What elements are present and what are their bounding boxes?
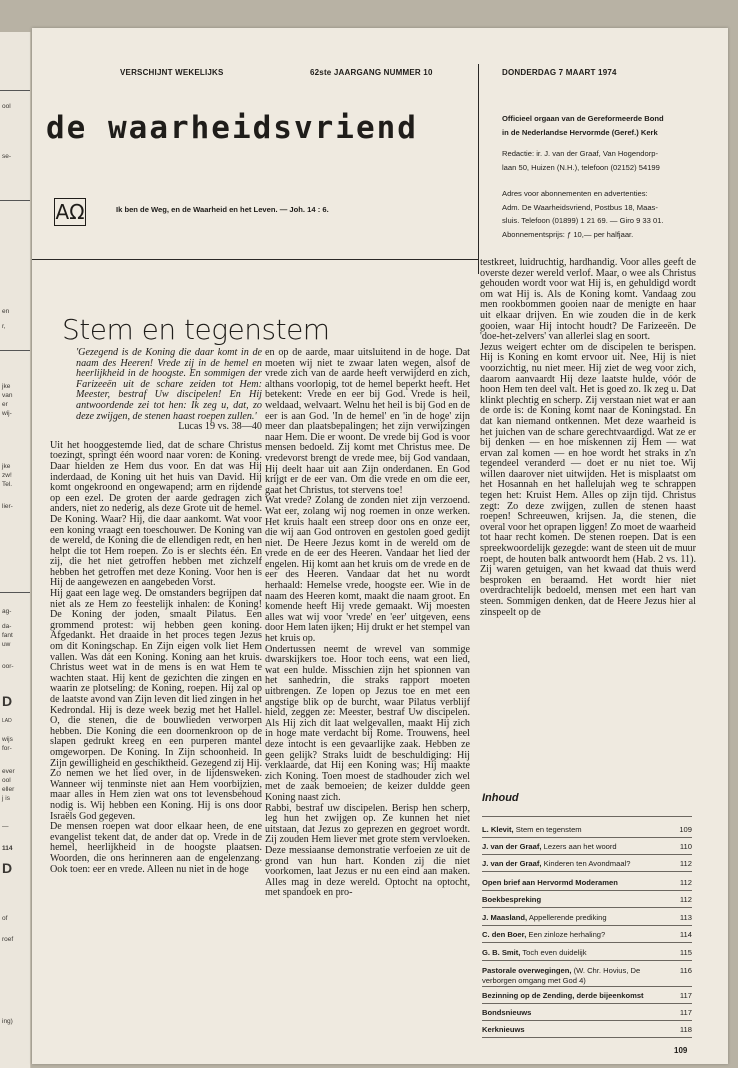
previous-page-edge: [0, 32, 31, 1068]
prev-fragment: r,: [2, 323, 6, 330]
subscription-price: Abonnementsprijs: ƒ 10,— per halfjaar.: [502, 229, 634, 239]
paragraph: De mensen roepen wat door elkaar heen, de ene evangelist tekent dat, de ander dat op. Vrede in de hemel, heerlijkheid in de hoogste plaatsen. Woorden, die ons herinneren aan de engelenzang. Ook toen: eer en vrede. Alleen nu niet in de hoge: [50, 821, 262, 875]
toc-divider: [482, 1003, 692, 1004]
prev-fragment: j is: [2, 795, 10, 802]
contents-item-title: Een zinloze herhaling?: [526, 930, 606, 939]
toc-divider: [482, 960, 692, 961]
scripture-quote: 'Gezegend is de Koning die daar komt in de naam des Heeren! Vrede zij in de hemel en heerlijkheid in de hoogste. En sommigen der Farizeeën uit de schare zeiden tot Hem: Meester, bestraf Uw discipelen! En Hij antwoordende zei tot hen: Ik zeg u, dat, zo deze zwijgen, de stenen haast roepen zullen.': [76, 347, 262, 422]
paragraph: Wat vrede? Zolang de zonden niet zijn verzoend. Wat eer, zolang wij nog roemen in onze werken. Het kruis haalt een streep door ons en onze eer, die wij aan God ontroven en gestolen goed gedijt niet. De Heere Jezus komt in de wereld om de vrede en de eer des Heeren. Vandaar het lied der engelen. Hij komt aan het kruis om de vrede en de eer des Heeren. Vandaar dat het nu wordt herhaald: Hemelse vrede, hoogste eer. Wie in de naam des Heeren komt, maakt die naam groot. En komende heeft Hij vrede gemaakt. Wij moesten alles wat wij voor 'vrede' en 'eer' uitgeven, eens door Hem laten ijken; Hij drukt er het stempel van het kruis op.: [265, 495, 470, 645]
prev-fragment: 114: [2, 845, 13, 852]
issue-date: DONDERDAG 7 MAART 1974: [502, 68, 617, 77]
paragraph: Jezus weigert echter om de discipelen te berispen. Hij is Koning en komt ervoor uit. Nee, Hij is niet voorzichtig, nu niet meer. Hij ziet de weg voor zich, daarom aanvaardt Hij deze laatste hulde, vóór de hoon Hem ten deel valt. Het is goed zo. Ik zeg u. Dat klinkt plechtig en scherp. Zij verstaan niet wat er aan de orde is: de Koning komt naar de Koningstad. En dat kan niemand ontkennen. Met deze waarheid is het juichen van de schare gerechtvaardigd. Wat ze er bij denken — en hoe miskennen zij Hem — wat ervan zal komen — en hoe wordt het straks in z'n tegendeel veranderd — doet er nu niet toe. Wij willen daarover niet uitwijden. Het is misplaatst om het Hosannah en het hallelujah weg te schrappen tegen het: Kruist Hem. Alles op zijn tijd. Christus zegt: Zo deze zwijgen, zullen de stenen haast roepen! Schreeuwen, krijsen. Ja, die stenen, die overal voor het oprapen liggen! Zo moet de waarheid tot haar recht komen. De stenen roepen. Dat is een spreekwoordelijk gezegde: want de steen uit de muur roept, de houten balk antwoordt hem (Hab. 2 vs. 11). Zij waren getuigen, van het kwaad dat thuis werd besproken en beraamd. Het wordt hier niet overdrachtelijk bedoeld, mensen met een hart van steen. Sommigen denken, dat de Heere Jezus hier al zinspeelt op de: [480, 341, 696, 618]
toc-divider: [482, 816, 692, 817]
contents-item-title: Lezers aan het woord: [541, 842, 617, 851]
prev-fragment: wij-: [2, 410, 12, 417]
prev-fragment: LAD: [2, 718, 12, 724]
masthead-title: de waarheidsvriend: [46, 110, 418, 146]
contents-box: [482, 792, 692, 1062]
prev-fragment: ool: [2, 777, 11, 784]
header-divider: [478, 64, 479, 274]
contents-item: [482, 991, 692, 1001]
prev-fragment: ing): [2, 1018, 13, 1025]
contents-item: [482, 895, 692, 905]
contents-item: [482, 859, 692, 869]
toc-divider: [482, 942, 692, 943]
prev-fragment: —: [2, 823, 9, 830]
contents-item-page: 113: [679, 913, 692, 922]
contents-item: [482, 913, 692, 923]
contents-item: [482, 842, 692, 852]
contents-item-author: Open brief aan Hervormd Moderamen: [482, 878, 618, 887]
toc-divider: [482, 1037, 692, 1038]
contents-item-author: G. B. Smit,: [482, 948, 521, 957]
toc-divider: [482, 986, 692, 987]
contents-item: [482, 948, 692, 958]
church-line: in de Nederlandse Hervormde (Geref.) Kerk: [502, 127, 658, 137]
toc-divider: [482, 837, 692, 838]
prev-fragment: jke: [2, 383, 11, 390]
phone-giro-line: sluis. Telefoon (01899) 1 21 69. — Giro 9 33 01.: [502, 216, 664, 225]
contents-item-page: 112: [679, 895, 692, 904]
article-column-3: [480, 258, 696, 618]
motto: Ik ben de Weg, en de Waarheid en het Leven. — Joh. 14 : 6.: [116, 205, 329, 214]
toc-divider: [482, 871, 692, 872]
prev-fragment: D: [2, 860, 13, 876]
volume-label: 62ste JAARGANG NUMMER 10: [310, 68, 433, 77]
paragraph: Ondertussen neemt de wrevel van sommige dwarskijkers toe. Hoor toch eens, wat een lied, wat een hulde. Misschien zijn het spionnen van het sanhedrin, die straks rapport moeten uitbrengen. Ze lopen op Jezus toe en met een angstige blik op de burcht, waar Pilatus verblijf hield, zeggen ze: Meester, bestraf Uw discipelen. Als Hij zich dit laat welgevallen, maakt Hij zich in hoge mate verdacht bij Rome. Trouwens, heel deze intocht is een gevaarlijke zaak. Hebben ze geen gelijk? Straks luidt de beschuldiging: Hij verklaarde, dat Hij een Koning was; Hij maakte zich Koning. Toen moest de stadhouder zich wel met de zaak bemoeien; de keizer duldde geen Koning naast zich.: [265, 643, 470, 803]
contents-item-page: 117: [679, 1008, 692, 1017]
prev-fragment: er: [2, 401, 8, 408]
contents-item-page: 109: [679, 825, 692, 834]
scripture-reference: Lucas 19 vs. 38—40: [178, 421, 262, 433]
contents-item-author: J. Maasland,: [482, 913, 528, 922]
contents-item-author: J. van der Graaf,: [482, 859, 542, 868]
toc-divider: [482, 854, 692, 855]
publisher-info: [502, 112, 722, 241]
toc-divider: [482, 890, 692, 891]
masthead-bottom-rule: [32, 259, 478, 260]
contents-item-title: Kinderen ten Avondmaal?: [541, 859, 631, 868]
contents-item: [482, 825, 692, 835]
contents-item-author: Bezinning op de Zending, derde bijeenkomst: [482, 991, 644, 1000]
prev-fragment: for-: [2, 745, 12, 752]
contents-item-page: 112: [679, 859, 692, 868]
editor-line: Redactie: ir. J. van der Graaf, Van Hogendorp-: [502, 149, 659, 158]
toc-divider: [482, 907, 692, 908]
editor-address: laan 50, Huizen (N.H.), telefoon (02152) 54199: [502, 162, 660, 172]
contents-item-page: 118: [679, 1025, 692, 1034]
paragraph: Rabbi, bestraf uw discipelen. Berisp hen scherp, leg hun het zwijgen op. Ze kunnen het niet uitstaan, dat Jezus zo geprezen en gegroet wordt. Zij zouden Hem liever met grote stem vervloeken. Deze messiaanse demonstratie verfoeien ze uit de grond van hun hart. Konden zij die niet voorkomen, laat Jezus er nu een eind aan maken. Alles mag in deze wereld. Optocht na optocht, met spandoek en pro-: [265, 802, 470, 899]
contents-item-page: 117: [679, 991, 692, 1000]
prev-fragment: ool: [2, 103, 11, 110]
contents-item-author: J. van der Graaf,: [482, 842, 542, 851]
contents-title: Inhoud: [482, 792, 519, 804]
prev-fragment: zw!: [2, 472, 12, 479]
prev-fragment: uw: [2, 641, 11, 648]
contents-item-page: 116: [679, 966, 692, 975]
prev-fragment: ag-: [2, 608, 12, 615]
contents-item-title: Appellerende prediking: [527, 913, 607, 922]
prev-fragment: lier-: [2, 503, 13, 510]
administration-line: Adm. De Waarheidsvriend, Postbus 18, Maas-: [502, 202, 658, 212]
newspaper-page: [32, 28, 728, 1064]
prev-fragment: roef: [2, 936, 14, 943]
contents-item-page: 115: [679, 948, 692, 957]
contents-item-page: 112: [679, 878, 692, 887]
article-column-1: [50, 348, 262, 875]
prev-fragment: jke: [2, 463, 11, 470]
contents-item-author: L. Klevit,: [482, 825, 514, 834]
contents-item-author: Boekbespreking: [482, 895, 542, 904]
toc-divider: [482, 1020, 692, 1021]
prev-fragment: van: [2, 392, 13, 399]
contents-item-author: Bondsnieuws: [482, 1008, 532, 1017]
prev-fragment: of: [2, 915, 8, 922]
contents-item: [482, 966, 692, 985]
toc-divider: [482, 925, 692, 926]
contents-item-title: Toch even duidelijk: [520, 948, 587, 957]
paragraph: testkreet, luidruchtig, hardhandig. Voor alles geeft de overste dezer wereld verlof. Maar, o wee als Christus gehouden wordt voor wat Hij is, en gehuldigd wordt om wat Hij is. Als de Koning komt. Vandaag zou men rookbommen gooien naar de menigte en haar uit elkaar drijven. En wie zouden die in de kerk gooien, waar Hij intocht houdt? De Farizeeën. De 'doe-het-zelvers' van allerlei slag en soort.: [480, 257, 696, 343]
contents-item-author: Pastorale overwegingen,: [482, 966, 572, 975]
prev-fragment: fant: [2, 632, 13, 639]
contents-item: [482, 878, 692, 888]
article-column-2: [265, 348, 470, 899]
prev-fragment: da-: [2, 623, 12, 630]
prev-fragment: wijs: [2, 736, 13, 743]
contents-item: [482, 1025, 692, 1035]
contents-item-page: 110: [679, 842, 692, 851]
contents-item: [482, 1008, 692, 1018]
prev-fragment: oor-: [2, 663, 14, 670]
prev-fragment: ever: [2, 768, 15, 775]
contents-item-title: Stem en tegenstem: [513, 825, 582, 834]
contents-item-author: C. den Boer,: [482, 930, 527, 939]
subscription-title: Adres voor abonnementen en advertenties:: [502, 189, 648, 198]
prev-fragment: Tel.: [2, 481, 13, 488]
alpha-omega-logo: AΩ: [55, 200, 85, 224]
frequency-label: VERSCHIJNT WEKELIJKS: [120, 68, 224, 77]
prev-fragment: en: [2, 308, 10, 315]
organ-line: Officieel orgaan van de Gereformeerde Bond: [502, 114, 664, 123]
contents-item-title: (W. Chr. Hovius, De verborgen omgang met God 4): [482, 966, 641, 985]
page-number: 109: [674, 1046, 688, 1055]
paragraph: en op de aarde, maar uitsluitend in de hoge. Dat moeten wij niet te zwaar laten wegen, alsof de vrede zich van de aarde heeft verwijderd en zich, althans voorlopig, tot de hemel beperkt heeft. Het betekent: Vrede en eer bij God. Vrede is heil, weldaad, welvaart. Welnu het heil is bij God en de eer is aan God. 'In de hemel' en 'in de hoge' zijn meer dan plaatsbepalingen; het zijn verwijzingen naar Hem. Die er woont. De vrede bij God is voor mensen bedoeld. Zij komt met Christus mee. De vredevorst brengt de vrede mee, bij God vandaan, Hij deelt haar uit aan Zijn onderdanen. En God krijgt er de eer van. Om die vrede en om die eer, gaat het Christus, tot stervens toe!: [265, 347, 470, 496]
prev-fragment: eller: [2, 786, 15, 793]
prev-fragment: D: [2, 693, 13, 709]
contents-item-page: 114: [679, 930, 692, 939]
contents-item-author: Kerknieuws: [482, 1025, 525, 1034]
article-title: Stem en tegenstem: [62, 313, 330, 346]
prev-fragment: se-: [2, 153, 12, 160]
paragraph: Uit het hooggestemde lied, dat de schare Christus toezingt, springt één woord naar voren: de Koning. Daar hielden ze Hem dus voor. En dat was Hij inderdaad, de Koning uit het huis van David. Hij komt ongekroond en ongewapend; arm en rijdende op een ezel. De groten der aarde gedragen zich anders, niet zo nederig, als deze Grote uit de hemel. De Koning. Waar? Hij, die daar aankomt. Wat voor een koning vraagt een toeschouwer. De Koning van de wereld, de Koning die de ellendigen redt, en hen helpt die tot Hem roepen. Zo is er slechts één. En zij, die het niet getroffen hebben met zichzelf hebben het getroffen met deze Koning. Voor hen is Hij de aangewezen en aangebeden Vorst.: [50, 439, 262, 589]
paragraph: Hij gaat een lage weg. De omstanders begrijpen dat niet als ze Hem zo feestelijk inhalen: de Koning! De Koning der joden, smaalt Pilatus. Een grommend protest: wij hebben geen koning. Afgedankt. Het draaide in het proces tegen Jezus om dit Koningschap. En Zijn eigen volk liet Hem vallen. Was dát een Koning. Koning aan het kruis. Christus weet wat in de mens is en wat Hem te wachten staat. Hij kent de gezichten die zingen en waarin ze plotseling: de Koning, roepen. Hij zal op de laatste avond van Zijn leven dit lied zingen in het Kedrondal. Hij is deze week bezig met het Hallel. O, die stenen, die de bouwlieden verworpen hebben. Die Koning die een doornenkroon op de slapen gedrukt kreeg en een purperen mantel omgeworpen. De Koning. In Zijn schoonheid. In Zijn gewilligheid en geschiktheid. Gezegend zij Hij. Zo nemen we het lied over, in de lijdensweken. Wanneer wij tenminste niet aan Hem voorbijzien, maar alles in Hem zien wat ons tot levensbehoud nodig is. Wij hebben een Koning. Hij is ons door Israëls God gegeven.: [50, 588, 263, 822]
contents-item: [482, 930, 692, 940]
